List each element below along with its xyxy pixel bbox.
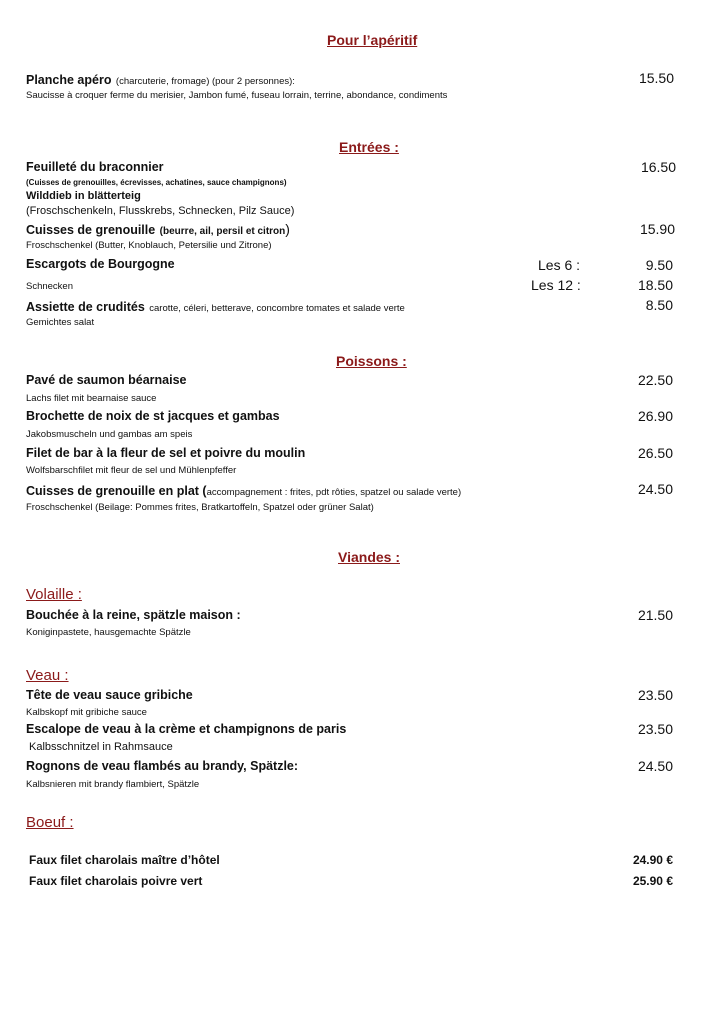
item-name-tete-de-veau: Tête de veau sauce gribiche bbox=[26, 688, 193, 702]
item-de-name-feuillete: Wilddieb in blätterteig bbox=[26, 190, 141, 202]
item-price: 15.50 bbox=[638, 70, 674, 86]
item-price-cuisses: 15.90 bbox=[639, 221, 675, 237]
item-name-escalope: Escalope de veau à la crème et champignons de paris bbox=[26, 722, 347, 736]
item-de-bar: Wolfsbarschfilet mit fleur de sel und Mühlenpfeffer bbox=[26, 465, 237, 476]
item-price-escargots-12: 18.50 bbox=[637, 277, 673, 293]
count-12: Les 12 : bbox=[531, 277, 581, 293]
item-price-bouchee: 21.50 bbox=[637, 607, 673, 623]
item-de-desc-feuillete: (Froschschenkeln, Flusskrebs, Schnecken, Pilz Sauce) bbox=[26, 205, 295, 217]
item-de-saumon: Lachs filet mit bearnaise sauce bbox=[26, 393, 157, 404]
count-6: Les 6 : bbox=[538, 257, 581, 273]
item-name: Cuisses de grenouille bbox=[26, 223, 156, 237]
item-price-rognons: 24.50 bbox=[637, 758, 673, 774]
item-price-feuillete: 16.50 bbox=[640, 159, 676, 175]
menu-item-cuisses-plat bbox=[26, 482, 461, 500]
item-price-saumon: 22.50 bbox=[637, 372, 673, 388]
item-name: Cuisses de grenouille en plat ( bbox=[26, 484, 207, 498]
item-de-brochette: Jakobsmuscheln und gambas am speis bbox=[26, 429, 193, 440]
subsection-title-volaille: Volaille : bbox=[26, 586, 82, 603]
item-de-bouchee: Koniginpastete, hausgemachte Spätzle bbox=[26, 627, 191, 638]
item-de-crudites: Gemichtes salat bbox=[26, 317, 95, 328]
item-note: (beurre, ail, persil et citron bbox=[159, 226, 286, 237]
section-title-viandes: Viandes : bbox=[338, 549, 400, 565]
item-price-tete-de-veau: 23.50 bbox=[637, 687, 673, 703]
item-price-escalope: 23.50 bbox=[637, 721, 673, 737]
item-paren: ) bbox=[285, 221, 290, 237]
menu-item-cuisses bbox=[26, 221, 290, 239]
item-name-feuillete: Feuilleté du braconnier bbox=[26, 160, 164, 174]
item-name-faux-filet-poivre: Faux filet charolais poivre vert bbox=[29, 874, 203, 888]
item-name-faux-filet-maitre: Faux filet charolais maître d’hôtel bbox=[29, 853, 220, 867]
item-de-rognons: Kalbsnieren mit brandy flambiert, Spätzle bbox=[26, 779, 200, 790]
item-name: Planche apéro bbox=[26, 73, 112, 87]
item-price-bar: 26.50 bbox=[637, 445, 673, 461]
item-name-escargots: Escargots de Bourgogne bbox=[26, 257, 175, 271]
item-price-cuisses-plat: 24.50 bbox=[637, 481, 673, 497]
item-name: Assiette de crudités bbox=[26, 300, 145, 314]
item-de-cuisses: Froschschenkel (Butter, Knoblauch, Petersilie und Zitrone) bbox=[26, 240, 272, 251]
item-price-faux-filet-poivre: 25.90 € bbox=[632, 874, 673, 888]
subsection-title-veau: Veau : bbox=[26, 667, 69, 684]
item-de-cuisses-plat: Froschschenkel (Beilage: Pommes frites, Bratkartoffeln, Spatzel oder grüner Salat) bbox=[26, 502, 374, 513]
item-name-saumon: Pavé de saumon béarnaise bbox=[26, 373, 187, 387]
menu-item-planche bbox=[26, 71, 295, 89]
item-note: carotte, céleri, betterave, concombre tomates et salade verte bbox=[149, 303, 405, 314]
item-description: Saucisse à croquer ferme du merisier, Jambon fumé, fuseau lorrain, terrine, abondance, condiments bbox=[26, 90, 448, 101]
subsection-title-boeuf: Boeuf : bbox=[26, 814, 74, 831]
item-de-escargots: Schnecken bbox=[26, 281, 74, 292]
item-price-brochette: 26.90 bbox=[637, 408, 673, 424]
item-name-bar: Filet de bar à la fleur de sel et poivre du moulin bbox=[26, 446, 306, 460]
section-title-poissons: Poissons : bbox=[336, 353, 407, 369]
item-name-brochette: Brochette de noix de st jacques et gambas bbox=[26, 409, 280, 423]
item-price-crudites: 8.50 bbox=[645, 297, 673, 313]
item-note: (charcuterie, fromage) (pour 2 personnes): bbox=[115, 76, 295, 87]
item-de-escalope: Kalbsschnitzel in Rahmsauce bbox=[29, 741, 173, 753]
section-title-aperitif: Pour l’apéritif bbox=[327, 32, 418, 48]
menu-item-crudites bbox=[26, 298, 405, 316]
section-title-entrees: Entrées : bbox=[339, 139, 399, 155]
item-name-rognons: Rognons de veau flambés au brandy, Spätzle: bbox=[26, 759, 299, 773]
item-de-tete-de-veau: Kalbskopf mit gribiche sauce bbox=[26, 707, 147, 718]
item-note: accompagnement : frites, pdt rôties, spatzel ou salade verte) bbox=[206, 487, 462, 498]
item-price-faux-filet-maitre: 24.90 € bbox=[632, 853, 673, 867]
item-name-bouchee: Bouchée à la reine, spätzle maison : bbox=[26, 608, 241, 622]
item-price-escargots-6: 9.50 bbox=[645, 257, 673, 273]
item-note-feuillete: (Cuisses de grenouilles, écrevisses, achatines, sauce champignons) bbox=[26, 178, 287, 187]
